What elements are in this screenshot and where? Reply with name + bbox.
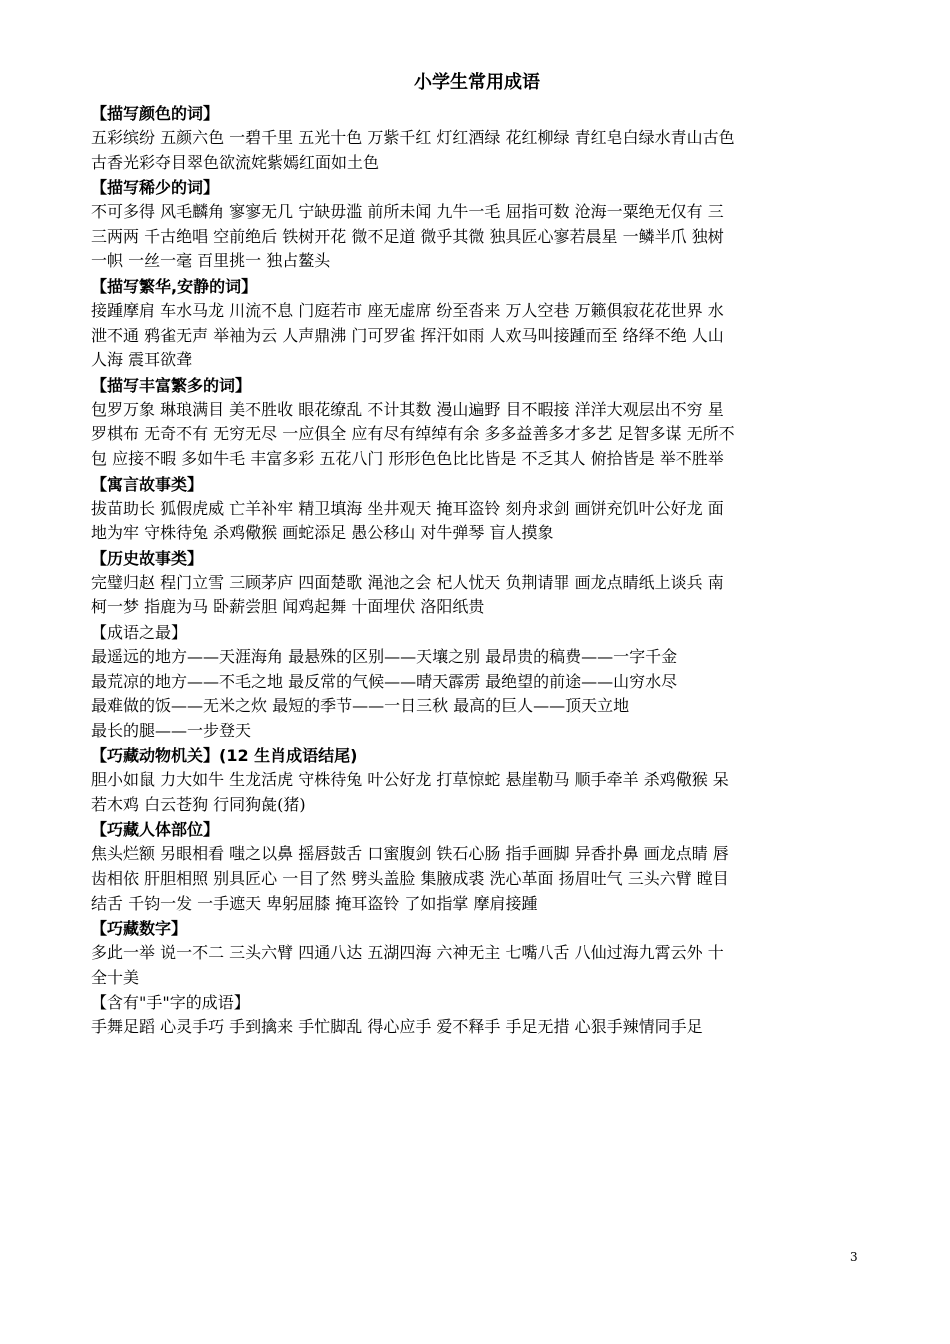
idiom-line: 包罗万象 琳琅满目 美不胜收 眼花缭乱 不计其数 漫山遍野 目不暇接 洋洋大观层出不穷 星 (91, 399, 724, 419)
idiom-line: 多此一举 说一不二 三头六臂 四通八达 五湖四海 六神无主 七嘴八舌 八仙过海九霄云外 十 (91, 943, 724, 963)
idiom-line: 地为牢 守株待兔 杀鸡儆猴 画蛇添足 愚公移山 对牛弹琴 盲人摸象 (91, 523, 554, 543)
idiom-line: 胆小如鼠 力大如牛 生龙活虎 守株待兔 叶公好龙 打草惊蛇 悬崖勒马 顺手牵羊 杀鸡儆猴 呆 (91, 770, 729, 790)
section-heading: 【成语之最】 (91, 622, 188, 642)
section-heading: 【描写繁华,安静的词】 (91, 276, 258, 296)
idiom-line: 泄不通 鸦雀无声 举袖为云 人声鼎沸 门可罗雀 挥汗如雨 人欢马叫接踵而至 络绎不绝 人山 (91, 325, 724, 345)
idiom-line: 包 应接不暇 多如牛毛 丰富多彩 五花八门 形形色色比比皆是 不乏其人 俯拾皆是 举不胜举 (91, 448, 724, 468)
section-body (91, 842, 863, 916)
idiom-line: 人海 震耳欲聋 (91, 350, 193, 370)
idiom-line: 焦头烂额 另眼相看 嗤之以鼻 摇唇鼓舌 口蜜腹剑 铁石心肠 指手画脚 异香扑鼻 画龙点睛 唇 (91, 844, 729, 864)
section-heading: 【巧藏人体部位】 (91, 820, 220, 840)
idiom-line: 一帜 一丝一毫 百里挑一 独占鳌头 (91, 251, 331, 271)
idiom-line: 完璧归赵 程门立雪 三顾茅庐 四面楚歌 渑池之会 杞人忧天 负荆请罪 画龙点睛纸上谈兵 南 (91, 572, 724, 592)
idiom-line: 五彩缤纷 五颜六色 一碧千里 五光十色 万紫千红 灯红酒绿 花红柳绿 青红皂白绿水青山古色 (91, 128, 735, 147)
idiom-line: 最长的腿——一步登天 (91, 720, 252, 740)
section-body (91, 497, 863, 546)
idiom-line: 古香光彩夺目翠色欲流姹紫嫣红面如土色 (91, 152, 380, 172)
section-body (91, 200, 863, 274)
section-heading: 【描写稀少的词】 (91, 178, 220, 198)
idiom-line: 不可多得 风毛麟角 寥寥无几 宁缺毋滥 前所未闻 九牛一毛 屈指可数 沧海一粟绝无仅有 三 (91, 202, 724, 222)
idiom-line: 拔苗助长 狐假虎威 亡羊补牢 精卫填海 坐井观天 掩耳盗铃 刻舟求剑 画饼充饥叶公好龙 面 (91, 498, 724, 518)
idiom-line: 最遥远的地方——天涯海角 最悬殊的区别——天壤之别 最昂贵的稿费——一字千金 (91, 646, 678, 666)
section-body (91, 299, 863, 373)
section-body (91, 398, 863, 472)
idiom-line: 罗棋布 无奇不有 无穷无尽 一应俱全 应有尽有绰绰有余 多多益善多才多艺 足智多谋 无所不 (91, 424, 735, 444)
section-heading: 【巧藏动物机关】(12 生肖成语结尾) (91, 746, 358, 766)
idiom-line: 柯一梦 指鹿为马 卧薪尝胆 闻鸡起舞 十面埋伏 洛阳纸贵 (91, 597, 485, 617)
page-number: 3 (850, 1250, 858, 1264)
section-heading: 【巧藏数字】 (91, 919, 188, 939)
idiom-line: 三两两 千古绝唱 空前绝后 铁树开花 微不足道 微乎其微 独具匠心寥若晨星 一鳞半爪 独树 (91, 226, 724, 246)
section-heading: 【寓言故事类】 (91, 474, 204, 494)
section-body (91, 126, 863, 175)
section-body (91, 768, 863, 817)
idiom-line: 若木鸡 白云苍狗 行同狗彘(猪) (91, 794, 306, 814)
idiom-line: 齿相依 肝胆相照 别具匠心 一目了然 劈头盖脸 集腋成裘 洗心革面 扬眉吐气 三头六臂 瞠目 (91, 869, 729, 889)
idiom-line: 全十美 (91, 967, 140, 987)
idiom-line: 手舞足蹈 心灵手巧 手到擒来 手忙脚乱 得心应手 爱不释手 手足无措 心狠手辣情同手足 (91, 1017, 703, 1037)
section-body (91, 941, 863, 990)
sections-container (91, 102, 863, 1040)
section-heading: 【历史故事类】 (91, 548, 204, 568)
idiom-line: 最荒凉的地方——不毛之地 最反常的气候——晴天霹雳 最绝望的前途——山穷水尽 (91, 671, 678, 691)
document-title: 小学生常用成语 (414, 72, 540, 93)
section-body (91, 1015, 863, 1040)
section-heading: 【描写颜色的词】 (91, 104, 220, 123)
document-page (91, 70, 863, 1041)
section-body (91, 645, 863, 743)
idiom-line: 最难做的饭——无米之炊 最短的季节——一日三秋 最高的巨人——顶天立地 (91, 696, 630, 716)
section-body (91, 571, 863, 620)
section-heading: 【含有"手"字的成语】 (91, 993, 250, 1013)
idiom-line: 结舌 千钧一发 一手遮天 卑躬屈膝 掩耳盗铃 了如指掌 摩肩接踵 (91, 893, 538, 913)
section-heading: 【描写丰富繁多的词】 (91, 375, 252, 395)
idiom-line: 接踵摩肩 车水马龙 川流不息 门庭若市 座无虚席 纷至沓来 万人空巷 万籁俱寂花花世界 水 (91, 300, 724, 320)
